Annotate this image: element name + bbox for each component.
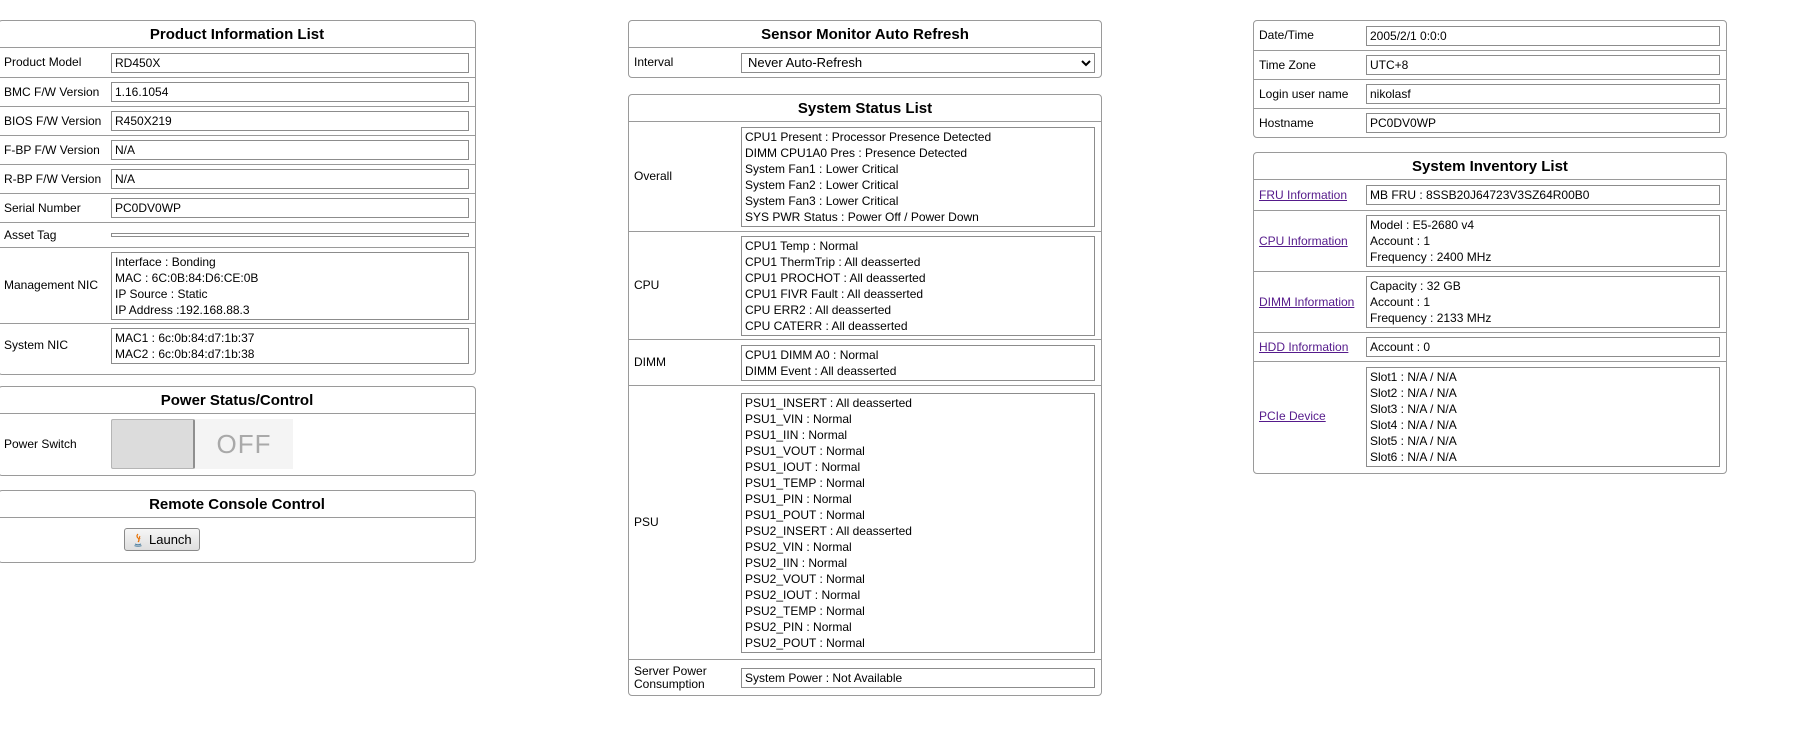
cpu-info-value xyxy=(1366,215,1720,267)
product-model-value: RD450X xyxy=(111,53,469,73)
bmc-fw-label: BMC F/W Version xyxy=(4,84,100,99)
row-hostname xyxy=(1254,108,1726,137)
status-line: PSU1_IOUT : Normal xyxy=(745,459,861,474)
server-power-value: System Power : Not Available xyxy=(741,668,1095,688)
fbp-fw-value: N/A xyxy=(111,140,469,160)
dimm-label: DIMM xyxy=(634,355,666,369)
row-server-power xyxy=(629,659,1101,696)
management-nic-value xyxy=(111,252,469,320)
system-nic-label: System NIC xyxy=(4,338,69,352)
cpu-information-link[interactable]: CPU Information xyxy=(1259,233,1348,248)
datetime-value: 2005/2/1 0:0:0 xyxy=(1366,26,1720,46)
cpu-value xyxy=(741,236,1095,336)
hdd-info-value: Account : 0 xyxy=(1366,337,1720,357)
sensor-refresh-title: Sensor Monitor Auto Refresh xyxy=(629,21,1101,48)
status-line: PSU2_IOUT : Normal xyxy=(745,587,861,602)
row-cpu-info xyxy=(1254,210,1726,271)
status-line: PSU2_IIN : Normal xyxy=(745,555,848,570)
mgmt-nic-line: IP Address :192.168.88.3 xyxy=(115,302,250,317)
psu-value xyxy=(741,393,1095,653)
row-psu xyxy=(629,385,1101,659)
status-line: PSU1_TEMP : Normal xyxy=(745,475,865,490)
inventory-line: Model : E5-2680 v4 xyxy=(1370,218,1475,232)
asset-tag-value xyxy=(111,233,469,237)
status-line: PSU1_IIN : Normal xyxy=(745,427,848,442)
status-line: CPU1 Temp : Normal xyxy=(745,238,859,253)
java-icon xyxy=(132,533,144,547)
interval-select[interactable] xyxy=(741,53,1095,73)
hostname-value: PC0DV0WP xyxy=(1366,113,1720,133)
login-user-label: Login user name xyxy=(1259,86,1349,101)
row-fru xyxy=(1254,180,1726,210)
datetime-panel xyxy=(1253,20,1727,138)
bios-fw-value: R450X219 xyxy=(111,111,469,131)
row-launch xyxy=(0,518,475,561)
status-line: System Fan1 : Lower Critical xyxy=(745,161,899,176)
status-line: CPU1 DIMM A0 : Normal xyxy=(745,347,879,362)
status-line: PSU1_POUT : Normal xyxy=(745,507,865,522)
rbp-fw-value: N/A xyxy=(111,169,469,189)
power-switch-label: Power Switch xyxy=(4,436,77,451)
status-line: PSU1_VIN : Normal xyxy=(745,411,852,426)
row-datetime xyxy=(1254,21,1726,50)
overall-label: Overall xyxy=(634,169,673,183)
sys-nic-line: MAC1 : 6c:0b:84:d7:1b:37 xyxy=(115,330,255,345)
interval-label: Interval xyxy=(634,55,674,69)
hdd-information-link[interactable]: HDD Information xyxy=(1259,339,1349,354)
fru-information-link[interactable]: FRU Information xyxy=(1259,187,1348,202)
row-hdd-info xyxy=(1254,332,1726,361)
pcie-device-value xyxy=(1366,367,1720,467)
rbp-fw-label: R-BP F/W Version xyxy=(4,171,102,186)
status-line: CPU ERR2 : All deasserted xyxy=(745,302,892,317)
datetime-label: Date/Time xyxy=(1259,28,1314,42)
inventory-line: Slot5 : N/A / N/A xyxy=(1370,433,1457,448)
fru-value: MB FRU : 8SSB20J64723V3SZ64R00B0 xyxy=(1366,185,1720,205)
fbp-fw-label: F-BP F/W Version xyxy=(4,142,100,157)
server-power-label xyxy=(629,665,741,691)
serial-number-label: Serial Number xyxy=(4,200,81,215)
row-dimm xyxy=(629,339,1101,385)
inventory-line: Capacity : 32 GB xyxy=(1370,279,1461,293)
toggle-knob[interactable] xyxy=(111,419,195,469)
inventory-line: Account : 1 xyxy=(1370,234,1431,248)
status-line: PSU1_VOUT : Normal xyxy=(745,443,865,458)
sys-nic-line: MAC2 : 6c:0b:84:d7:1b:38 xyxy=(115,346,255,361)
bmc-fw-value: 1.16.1054 xyxy=(111,82,469,102)
launch-label: Launch xyxy=(149,532,192,547)
product-info-panel xyxy=(0,20,476,375)
row-bmc-fw xyxy=(0,77,475,106)
cpu-label: CPU xyxy=(634,278,660,292)
status-line: PSU1_INSERT : All deasserted xyxy=(745,395,912,410)
system-status-title: System Status List xyxy=(629,95,1101,122)
inventory-panel xyxy=(1253,152,1727,474)
timezone-label: Time Zone xyxy=(1259,57,1316,72)
status-line: DIMM CPU1A0 Pres : Presence Detected xyxy=(745,145,968,160)
status-line: SYS PWR Status : Power Off / Power Down xyxy=(745,209,979,224)
inventory-line: Slot3 : N/A / N/A xyxy=(1370,401,1457,416)
row-fbp-fw xyxy=(0,135,475,164)
console-panel xyxy=(0,490,476,563)
inventory-line: Frequency : 2400 MHz xyxy=(1370,250,1492,264)
row-bios-fw xyxy=(0,106,475,135)
sensor-refresh-panel xyxy=(628,20,1102,78)
status-line: CPU1 FIVR Fault : All deasserted xyxy=(745,286,924,301)
dimm-information-link[interactable]: DIMM Information xyxy=(1259,294,1355,309)
inventory-line: Slot2 : N/A / N/A xyxy=(1370,385,1457,400)
status-line: PSU2_PIN : Normal xyxy=(745,619,852,634)
server-power-label-line2: Consumption xyxy=(634,677,705,691)
status-line: CPU1 ThermTrip : All deasserted xyxy=(745,254,921,269)
status-line: System Fan2 : Lower Critical xyxy=(745,177,899,192)
status-line: PSU2_VOUT : Normal xyxy=(745,571,865,586)
row-pcie-device xyxy=(1254,361,1726,471)
inventory-line: Slot4 : N/A / N/A xyxy=(1370,417,1457,432)
serial-number-value: PC0DV0WP xyxy=(111,198,469,218)
mgmt-nic-line: MAC : 6C:0B:84:D6:CE:0B xyxy=(115,270,259,285)
status-line: DIMM Event : All deasserted xyxy=(745,363,897,378)
row-management-nic xyxy=(0,247,475,323)
psu-label: PSU xyxy=(634,515,659,529)
timezone-value: UTC+8 xyxy=(1366,55,1720,75)
row-dimm-info xyxy=(1254,271,1726,332)
row-overall xyxy=(629,122,1101,231)
inventory-line: Slot6 : N/A / N/A xyxy=(1370,449,1457,464)
power-switch-toggle[interactable] xyxy=(111,419,293,469)
inventory-line: Slot1 : N/A / N/A xyxy=(1370,369,1457,384)
status-line: PSU2_INSERT : All deasserted xyxy=(745,523,912,538)
row-serial-number xyxy=(0,193,475,222)
row-interval xyxy=(629,48,1101,77)
row-system-nic xyxy=(0,323,475,367)
row-asset-tag xyxy=(0,222,475,247)
row-rbp-fw xyxy=(0,164,475,193)
row-power-switch xyxy=(0,414,475,474)
power-title: Power Status/Control xyxy=(0,387,475,414)
status-line: CPU1 PROCHOT : All deasserted xyxy=(745,270,926,285)
status-line: PSU2_POUT : Normal xyxy=(745,635,865,650)
mgmt-nic-line: IP Source : Static xyxy=(115,286,208,301)
system-nic-value xyxy=(111,328,469,364)
inventory-line: Account : 1 xyxy=(1370,295,1431,309)
status-line: PSU1_PIN : Normal xyxy=(745,491,852,506)
row-timezone xyxy=(1254,50,1726,79)
hostname-label: Hostname xyxy=(1259,115,1314,130)
status-line: PSU2_VIN : Normal xyxy=(745,539,852,554)
status-line: System Fan3 : Lower Critical xyxy=(745,193,899,208)
product-info-title: Product Information List xyxy=(0,21,475,48)
dimm-info-value xyxy=(1366,276,1720,328)
power-state-text: OFF xyxy=(195,419,293,469)
dimm-value xyxy=(741,345,1095,381)
status-line: CPU1 Present : Processor Presence Detected xyxy=(745,129,992,144)
row-product-model xyxy=(0,48,475,77)
inventory-line: Frequency : 2133 MHz xyxy=(1370,311,1492,325)
row-cpu xyxy=(629,231,1101,339)
management-nic-label: Management NIC xyxy=(4,278,99,292)
status-line: CPU CATERR : All deasserted xyxy=(745,318,908,333)
console-title: Remote Console Control xyxy=(0,491,475,518)
mgmt-nic-line: Interface : Bonding xyxy=(115,254,216,269)
status-line: PSU2_TEMP : Normal xyxy=(745,603,865,618)
bios-fw-label: BIOS F/W Version xyxy=(4,113,102,128)
inventory-title: System Inventory List xyxy=(1254,153,1726,180)
server-power-label-line1: Server Power xyxy=(634,664,707,678)
system-status-panel xyxy=(628,94,1102,696)
row-login-user xyxy=(1254,79,1726,108)
power-panel xyxy=(0,386,476,476)
login-user-value: nikolasf xyxy=(1366,84,1720,104)
pcie-device-link[interactable]: PCIe Device xyxy=(1259,409,1326,423)
overall-value xyxy=(741,127,1095,227)
product-model-label: Product Model xyxy=(4,55,82,69)
asset-tag-label: Asset Tag xyxy=(4,227,57,242)
launch-button[interactable] xyxy=(124,528,200,551)
